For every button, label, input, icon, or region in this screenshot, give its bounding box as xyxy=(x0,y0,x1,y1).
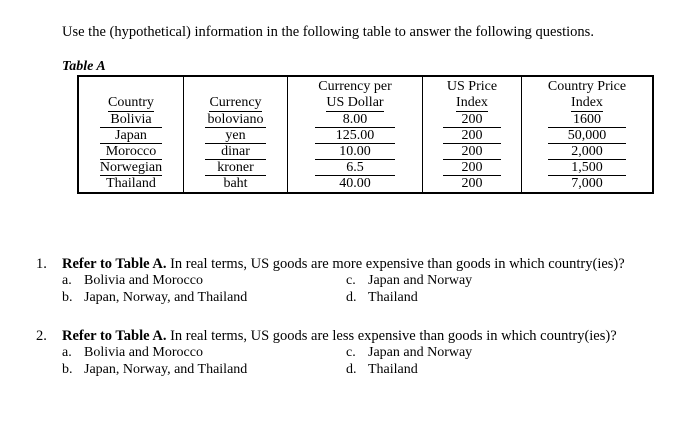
option-1b: b. Japan, Norway, and Thailand xyxy=(62,290,248,305)
question-text: In real terms, US goods are more expensive than goods in which country(ies)? xyxy=(166,256,625,272)
table-cell: 1600 xyxy=(522,112,654,128)
header-currency: Currency xyxy=(184,76,288,112)
header-currency-per-dollar: Currency per US Dollar xyxy=(288,76,423,112)
table-cell: 50,000 xyxy=(522,128,654,144)
table-row xyxy=(78,112,653,128)
option-1a: a. Bolivia and Morocco xyxy=(62,273,203,288)
table-cell: 7,000 xyxy=(522,176,654,193)
table-caption: Table A xyxy=(62,59,106,74)
table-cell: 6.5 xyxy=(288,160,423,176)
option-1d: d. Thailand xyxy=(346,290,418,305)
header-country-price-index: Country Price Index xyxy=(522,76,654,112)
table-cell: 200 xyxy=(423,112,522,128)
option-2c: c. Japan and Norway xyxy=(346,345,473,360)
table-cell: Norwegian xyxy=(78,160,184,176)
question-1 xyxy=(36,256,625,273)
table-cell: yen xyxy=(184,128,288,144)
option-2d: d. Thailand xyxy=(346,362,418,377)
option-1c: c. Japan and Norway xyxy=(346,273,473,288)
question-lead: Refer to Table A. xyxy=(62,256,167,272)
table-row xyxy=(78,160,653,176)
question-number: 1. xyxy=(36,256,47,272)
table-row xyxy=(78,128,653,144)
table-row xyxy=(78,144,653,160)
table-cell: Bolivia xyxy=(78,112,184,128)
table-cell: Morocco xyxy=(78,144,184,160)
table-cell: baht xyxy=(184,176,288,193)
table-row xyxy=(78,176,653,193)
question-number: 2. xyxy=(36,328,47,344)
table-cell: 40.00 xyxy=(288,176,423,193)
question-lead: Refer to Table A. xyxy=(62,328,167,344)
table-cell: 200 xyxy=(423,144,522,160)
header-country: Country xyxy=(78,76,184,112)
table-cell: 200 xyxy=(423,176,522,193)
table-cell: kroner xyxy=(184,160,288,176)
table-cell: 8.00 xyxy=(288,112,423,128)
data-table xyxy=(77,75,654,194)
question-2 xyxy=(36,328,617,345)
question-text: In real terms, US goods are less expensive than goods in which country(ies)? xyxy=(166,328,617,344)
option-2a: a. Bolivia and Morocco xyxy=(62,345,203,360)
intro-text: Use the (hypothetical) information in the following table to answer the following questions. xyxy=(62,24,594,40)
table-cell: 10.00 xyxy=(288,144,423,160)
table-cell: 200 xyxy=(423,160,522,176)
table-header-row xyxy=(78,76,653,112)
header-us-price-index: US Price Index xyxy=(423,76,522,112)
table-cell: 125.00 xyxy=(288,128,423,144)
table-cell: Japan xyxy=(78,128,184,144)
table-cell: 1,500 xyxy=(522,160,654,176)
table-cell: Thailand xyxy=(78,176,184,193)
table-cell: 200 xyxy=(423,128,522,144)
option-2b: b. Japan, Norway, and Thailand xyxy=(62,362,248,377)
table-cell: boloviano xyxy=(184,112,288,128)
table-cell: 2,000 xyxy=(522,144,654,160)
table-cell: dinar xyxy=(184,144,288,160)
